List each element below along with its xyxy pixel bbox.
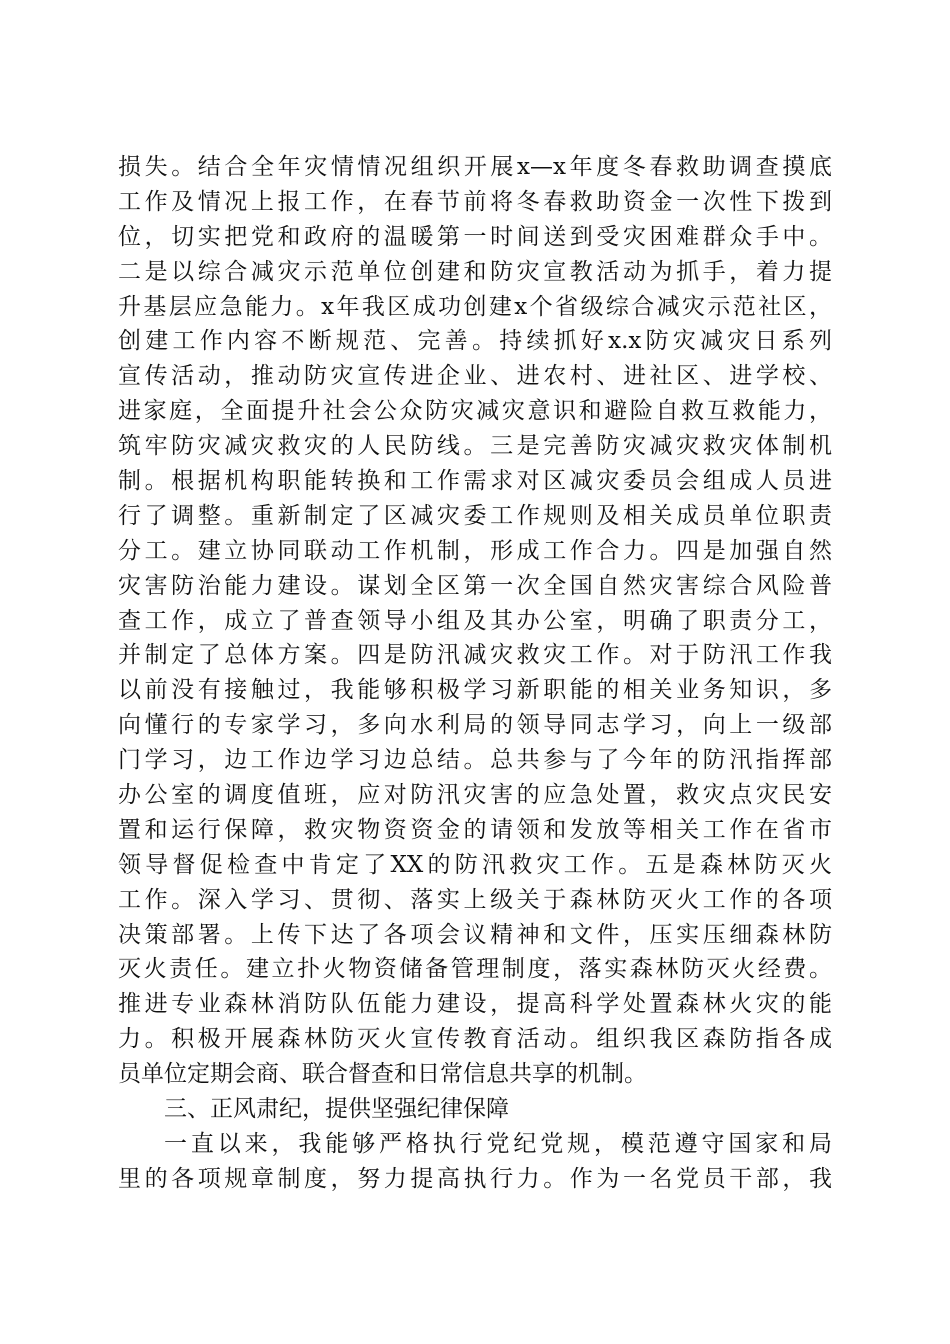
text-line: 决策部署。上传下达了各项会议精神和文件，压实压细森林防 bbox=[118, 921, 832, 948]
text-line: 二是以综合减灾示范单位创建和防灾宣教活动为抓手，着力提 bbox=[118, 258, 832, 285]
text-line: 升基层应急能力。x年我区成功创建x个省级综合减灾示范社区， bbox=[118, 293, 832, 320]
text-line: 并制定了总体方案。四是防汛减灾救灾工作。对于防汛工作我 bbox=[118, 642, 832, 669]
text-line: 创建工作内容不断规范、完善。持续抓好x.x防灾减灾日系列 bbox=[118, 328, 832, 355]
text-line: 工作及情况上报工作，在春节前将冬春救助资金一次性下拨到 bbox=[118, 188, 832, 215]
text-line: 查工作，成立了普查领导小组及其办公室，明确了职责分工， bbox=[118, 607, 832, 634]
paragraph-1 bbox=[118, 150, 832, 1092]
text-line: 一直以来，我能够严格执行党纪党规，模范遵守国家和局 bbox=[164, 1130, 832, 1157]
text-line: 员单位定期会商、联合督查和日常信息共享的机制。 bbox=[118, 1061, 647, 1088]
text-line: 领导督促检查中肯定了XX的防汛救灾工作。五是森林防灭火 bbox=[118, 851, 832, 878]
paragraph-2 bbox=[118, 1127, 832, 1197]
text-line: 门学习，边工作边学习边总结。总共参与了今年的防汛指挥部 bbox=[118, 747, 832, 774]
text-line: 筑牢防灾减灾救灾的人民防线。三是完善防灾减灾救灾体制机 bbox=[118, 433, 832, 460]
text-line: 灾害防治能力建设。谋划全区第一次全国自然灾害综合风险普 bbox=[118, 572, 832, 599]
text-line: 损失。结合全年灾情情况组织开展x—x年度冬春救助调查摸底 bbox=[118, 154, 832, 180]
text-line: 进家庭，全面提升社会公众防灾减灾意识和避险自救互救能力， bbox=[118, 398, 832, 425]
text-line: 行了调整。重新制定了区减灾委工作规则及相关成员单位职责 bbox=[118, 502, 832, 529]
text-line: 里的各项规章制度，努力提高执行力。作为一名党员干部，我 bbox=[118, 1165, 832, 1192]
text-line: 宣传活动，推动防灾宣传进企业、进农村、进社区、进学校、 bbox=[118, 363, 832, 390]
body-text bbox=[118, 150, 832, 1197]
section-heading: 三、正风肃纪，提供坚强纪律保障 bbox=[164, 1096, 509, 1123]
text-line: 办公室的调度值班，应对防汛灾害的应急处置，救灾点灾民安 bbox=[118, 782, 832, 809]
text-line: 分工。建立协同联动工作机制，形成工作合力。四是加强自然 bbox=[118, 537, 832, 564]
text-line: 向懂行的专家学习，多向水利局的领导同志学习，向上一级部 bbox=[118, 712, 832, 739]
text-line: 工作。深入学习、贯彻、落实上级关于森林防灭火工作的各项 bbox=[118, 886, 832, 913]
text-line: 力。积极开展森林防灭火宣传教育活动。组织我区森防指各成 bbox=[118, 1026, 832, 1053]
text-line: 以前没有接触过，我能够积极学习新职能的相关业务知识，多 bbox=[118, 677, 832, 704]
text-line: 灭火责任。建立扑火物资储备管理制度，落实森林防灭火经费。 bbox=[118, 956, 832, 983]
text-line: 推进专业森林消防队伍能力建设，提高科学处置森林火灾的能 bbox=[118, 991, 832, 1018]
text-line: 置和运行保障，救灾物资资金的请领和发放等相关工作在省市 bbox=[118, 816, 832, 843]
text-line: 制。根据机构职能转换和工作需求对区减灾委员会组成人员进 bbox=[118, 468, 832, 495]
text-line: 位，切实把党和政府的温暖第一时间送到受灾困难群众手中。 bbox=[118, 223, 832, 250]
